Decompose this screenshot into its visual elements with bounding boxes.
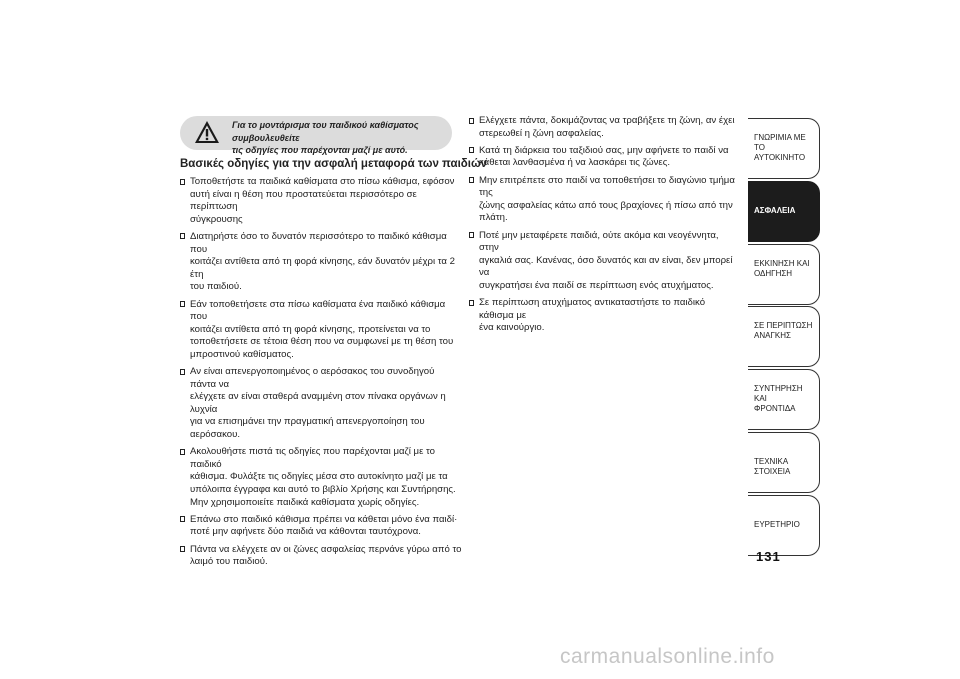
checkbox-bullet-icon bbox=[180, 233, 185, 239]
list-item bbox=[180, 544, 463, 569]
chapter-tab-line-1: ΕΚΚΙΝΗΣΗ ΚΑΙ bbox=[754, 258, 810, 268]
checkbox-bullet-icon bbox=[180, 179, 185, 185]
warning-triangle-icon bbox=[194, 120, 220, 144]
chapter-tab[interactable] bbox=[748, 369, 820, 430]
chapter-tab-line-2: ΟΔΗΓΗΣΗ bbox=[754, 268, 793, 278]
list-item bbox=[469, 115, 741, 140]
left-bullet-list bbox=[180, 176, 463, 569]
list-item-line: Ποτέ μην μεταφέρετε παιδιά, ούτε ακόμα και νεογέννητα, στην bbox=[479, 229, 719, 254]
checkbox-bullet-icon bbox=[180, 546, 185, 552]
list-item-line: σύγκρουσης bbox=[190, 213, 243, 225]
list-item-line: του παιδιού. bbox=[190, 281, 242, 293]
chapter-tab-line-1: ΣΥΝΤΗΡΗΣΗ ΚΑΙ bbox=[754, 384, 803, 404]
list-item-line: Σε περίπτωση ατυχήματος αντικαταστήστε το παιδικό κάθισμα με bbox=[479, 297, 706, 321]
checkbox-bullet-icon bbox=[469, 300, 474, 306]
chapter-tab-line-1: ΤΕΧΝΙΚΑ ΣΤΟΙΧΕΙΑ bbox=[754, 456, 791, 476]
list-item bbox=[180, 176, 463, 226]
right-bullet-list bbox=[469, 115, 741, 335]
checkbox-bullet-icon bbox=[180, 516, 185, 522]
chapter-tab-line-2: ΑΥΤΟΚΙΝΗΤΟ bbox=[754, 153, 806, 162]
list-item-line: Διατηρήστε όσο το δυνατόν περισσότερο το παιδικό κάθισμα που bbox=[190, 230, 447, 255]
chapter-tab[interactable] bbox=[748, 118, 820, 179]
checkbox-bullet-icon bbox=[469, 177, 474, 183]
list-item-line: Αν είναι απενεργοποιημένος ο αερόσακος του συνοδηγού πάντα να bbox=[190, 366, 435, 390]
list-item-line: Τοποθετήστε τα παιδικά καθίσματα στο πίσω κάθισμα, εφόσον bbox=[190, 176, 455, 187]
list-item-line: κάθεται λανθασμένα ή να λασκάρει τις ζώνες. bbox=[479, 157, 670, 169]
checkbox-bullet-icon bbox=[180, 369, 185, 375]
list-item-line: αγκαλιά σας. Κανένας, όσο δυνατός και αν είναι, δεν μπορεί να bbox=[479, 254, 733, 279]
section-heading: Βασικές οδηγίες για την ασφαλή μεταφορά των παιδιών bbox=[180, 158, 488, 170]
chapter-tab-line-1: ΣΕ ΠΕΡΙΠΤΩΣΗ bbox=[754, 321, 813, 331]
list-item-line: Ακολουθήστε πιστά τις οδηγίες που παρέχονται μαζί με το παιδικό bbox=[190, 446, 436, 470]
chapter-tab-line-1: ΓΝΩΡΙΜΙΑ ΜΕ ΤΟ bbox=[754, 133, 806, 152]
list-item-line: Επάνω στο παιδικό κάθισμα πρέπει να κάθεται μόνο ένα παιδί· bbox=[190, 513, 458, 525]
list-item bbox=[469, 145, 741, 170]
list-item-line: Μην επιτρέπετε στο παιδί να τοποθετήσει το διαγώνιο τμήμα της bbox=[479, 174, 735, 199]
list-item-line: συγκρατήσει ένα παιδί σε περίπτωση ενός ατυχήματος. bbox=[479, 279, 714, 291]
list-item bbox=[469, 175, 741, 225]
warning-box bbox=[180, 116, 452, 155]
list-item-line: Ελέγχετε πάντα, δοκιμάζοντας να τραβήξετε τη ζώνη, αν έχει bbox=[479, 115, 735, 126]
list-item-line: στερεωθεί η ζώνη ασφαλείας. bbox=[479, 127, 604, 139]
checkbox-bullet-icon bbox=[469, 147, 474, 153]
chapter-tab-line-2: ΑΝΑΓΚΗΣ bbox=[754, 331, 791, 341]
warning-line-1: Για το μοντάρισμα του παιδικού καθίσματος συμβουλευθείτε bbox=[232, 120, 419, 143]
list-item-line: κοιτάζει αντίθετα από τη φορά κίνησης, προτείνεται να το bbox=[190, 323, 431, 335]
chapter-tab[interactable] bbox=[748, 306, 820, 367]
list-item-line: υπόλοιπα έγγραφα και αυτό το βιβλίο Χρήσης και Συντήρησης. bbox=[190, 484, 456, 496]
list-item-line: Πάντα να ελέγχετε αν οι ζώνες ασφαλείας περνάνε γύρω από το bbox=[190, 543, 462, 555]
chapter-tabs bbox=[748, 118, 820, 558]
list-item-line: κοιτάζει αντίθετα από τη φορά κίνησης, εάν δυνατόν μέχρι τα 2 έτη bbox=[190, 256, 455, 280]
chapter-tab[interactable] bbox=[748, 432, 820, 493]
list-item-line: ελέγχετε αν είναι σταθερά αναμμένη στον πίνακα οργάνων η λυχνία bbox=[190, 391, 446, 415]
watermark: carmanualsonline.info bbox=[560, 645, 775, 668]
list-item-line: ποτέ μην αφήνετε δύο παιδιά να κάθονται ταυτόχρονα. bbox=[190, 526, 421, 538]
chapter-tab-line-1: ΕΥΡΕΤΗΡΙΟ bbox=[754, 519, 800, 529]
chapter-tab-label bbox=[754, 457, 816, 477]
list-item-line: ένα καινούργιο. bbox=[479, 322, 545, 334]
chapter-tab[interactable] bbox=[748, 244, 820, 305]
chapter-tab-label bbox=[754, 520, 816, 530]
list-item bbox=[180, 231, 463, 294]
list-item bbox=[469, 297, 741, 335]
chapter-tab-line-1: ΑΣΦΑΛΕΙΑ bbox=[754, 205, 796, 215]
checkbox-bullet-icon bbox=[469, 118, 474, 124]
list-item-line: ζώνης ασφαλείας κάτω από τους βραχίονες ή πίσω από την πλάτη. bbox=[479, 199, 733, 224]
list-item-line: Μην χρησιμοποιείτε παιδικά καθίσματα χωρίς οδηγίες. bbox=[190, 496, 420, 508]
warning-line-2: τις οδηγίες που παρέχονται μαζί με αυτό. bbox=[232, 145, 408, 155]
list-item-line: κάθισμα. Φυλάξτε τις οδηγίες μέσα στο αυτοκίνητο μαζί με τα bbox=[190, 471, 448, 483]
chapter-tab-label bbox=[754, 133, 816, 163]
checkbox-bullet-icon bbox=[469, 232, 474, 238]
list-item-line: αυτή είναι η θέση που προστατεύεται περισσότερο σε περίπτωση bbox=[190, 188, 417, 213]
left-column bbox=[180, 158, 488, 573]
right-column bbox=[469, 115, 741, 339]
list-item bbox=[180, 514, 463, 539]
list-item bbox=[180, 446, 463, 509]
page-number: 131 bbox=[756, 549, 781, 564]
list-item bbox=[180, 366, 463, 442]
checkbox-bullet-icon bbox=[180, 449, 185, 455]
chapter-tab[interactable] bbox=[748, 181, 820, 242]
list-item-line: για να επισημάνει την πραγματική απενεργοποίηση του bbox=[190, 416, 425, 428]
chapter-tab-label bbox=[754, 321, 816, 341]
list-item-line: Κατά τη διάρκεια του ταξιδιού σας, μην αφήνετε το παιδί να bbox=[479, 144, 729, 156]
list-item-line: μπροστινού καθίσματος. bbox=[190, 348, 294, 360]
chapter-tab-label bbox=[754, 259, 816, 279]
list-item-line: λαιμό του παιδιού. bbox=[190, 556, 268, 568]
list-item bbox=[469, 230, 741, 293]
chapter-tab[interactable] bbox=[748, 495, 820, 556]
chapter-tab-label bbox=[754, 384, 816, 414]
chapter-tab-line-2: ΦΡΟΝΤΙΔΑ bbox=[754, 404, 796, 414]
list-item bbox=[180, 299, 463, 362]
list-item-line: Εάν τοποθετήσετε στα πίσω καθίσματα ένα παιδικό κάθισμα που bbox=[190, 298, 446, 323]
list-item-line: αερόσακου. bbox=[190, 429, 241, 441]
list-item-line: τοποθετήσετε σε τέτοια θέση που να συμφωνεί με τη θέση του bbox=[190, 336, 454, 348]
checkbox-bullet-icon bbox=[180, 301, 185, 307]
chapter-tab-label bbox=[754, 206, 816, 216]
warning-text bbox=[232, 119, 444, 157]
